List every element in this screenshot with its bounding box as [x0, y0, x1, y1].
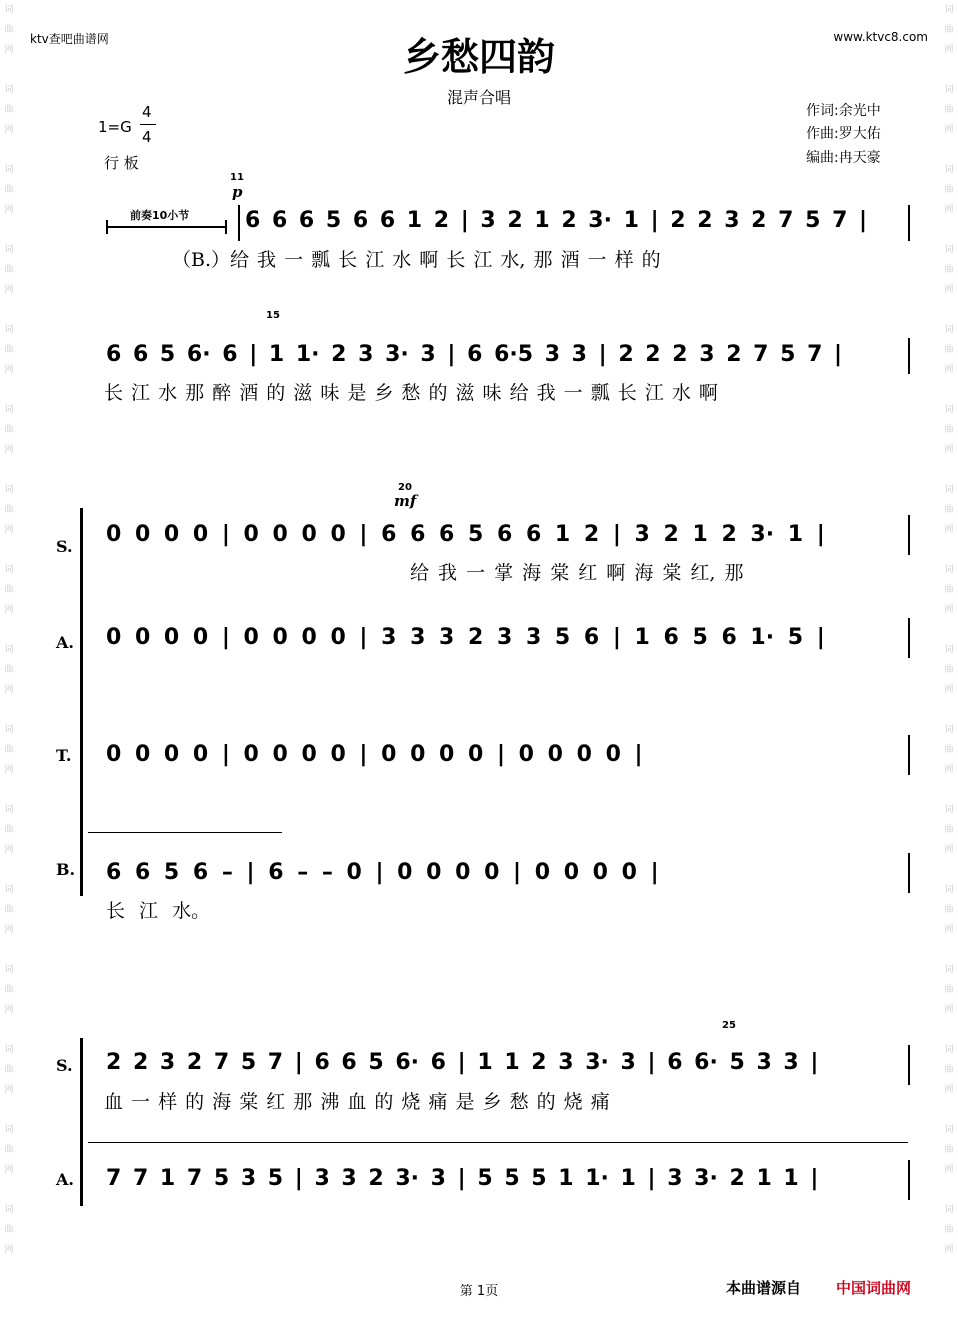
site-right: www.ktvc8.com [833, 30, 928, 44]
part-label-bass: B. [56, 860, 76, 879]
time-numerator: 4 [142, 103, 152, 121]
bar-number: 25 [722, 1020, 736, 1031]
lyricist: 作词:余光中 [806, 103, 881, 119]
soprano-notation: 0 0 0 0 | 0 0 0 0 | 6 6 6 5 6 6 1 2 | 3 2 1 2 3· 1 | [106, 522, 825, 547]
site-left: ktv查吧曲谱网 [30, 32, 109, 46]
part-label-alto: A. [56, 1170, 74, 1189]
arranger: 编曲:冉天豪 [806, 150, 881, 166]
notation-line: 6 6 6 5 6 6 1 2 | 3 2 1 2 3· 1 | 2 2 3 2 7 5 7 | [245, 208, 868, 233]
source-site-link[interactable]: 中国词曲网 [836, 1279, 912, 1297]
page-number: 第 1页 [459, 1284, 499, 1299]
bass-lyrics: 长 江 水。 [106, 900, 211, 922]
alto-notation: 0 0 0 0 | 0 0 0 0 | 3 3 3 2 3 3 5 6 | 1 6 5 6 1· 5 | [106, 625, 825, 650]
system-bracket [80, 508, 83, 896]
dynamic-mark: mf [394, 492, 417, 510]
source-label: 本曲谱源自 [726, 1279, 802, 1297]
subtitle: 混声合唱 [446, 88, 511, 107]
bar-number: 20 [398, 482, 412, 493]
page-title: 乡愁四韵 [402, 34, 555, 79]
bar-number: 15 [266, 310, 280, 321]
barline [908, 853, 910, 893]
tenor-notation: 0 0 0 0 | 0 0 0 0 | 0 0 0 0 | 0 0 0 0 | [106, 742, 643, 767]
time-divider [140, 124, 156, 125]
part-label-soprano: S. [56, 537, 73, 556]
composer: 作曲:罗大佑 [806, 126, 881, 142]
intro-label: 前奏10小节 [130, 209, 190, 222]
barline [106, 220, 108, 234]
soprano-lyrics: 给 我 一 掌 海 棠 红 啊 海 棠 红, 那 [410, 562, 744, 584]
intro-rest-line [106, 226, 226, 228]
part-divider [88, 1142, 908, 1143]
lyrics-line: 长 江 水 那 醉 酒 的 滋 味 是 乡 愁 的 滋 味 给 我 一 瓢 长 江 水 啊 [104, 382, 718, 404]
soprano-lyrics: 血 一 样 的 海 棠 红 那 沸 血 的 烧 痛 是 乡 愁 的 烧 痛 [104, 1091, 610, 1113]
barline [908, 618, 910, 658]
left-watermark: 词 曲 网 词 曲 网 词 曲 网 词 曲 网 词 曲 网 词 曲 网 词 曲 网 词 曲 网 词 曲 网 词 曲 网 词 曲 网 词 曲 网 词 曲 网 词 曲 网 词 曲 网 词 曲 网 [4, 5, 14, 1255]
bar-number: 11 [230, 172, 244, 183]
barline [908, 1045, 910, 1085]
dynamic-mark: p [232, 183, 243, 201]
lyrics-line: （B.）给 我 一 瓢 长 江 水 啊 长 江 水, 那 酒 一 样 的 [172, 249, 661, 271]
time-denominator: 4 [142, 128, 152, 146]
system-bracket [80, 1038, 83, 1206]
part-label-alto: A. [56, 633, 74, 652]
barline [908, 515, 910, 555]
barline [238, 205, 240, 241]
right-watermark: 词 曲 网 词 曲 网 词 曲 网 词 曲 网 词 曲 网 词 曲 网 词 曲 网 词 曲 网 词 曲 网 词 曲 网 词 曲 网 词 曲 网 词 曲 网 词 曲 网 词 曲 网 词 曲 网 [944, 5, 954, 1255]
part-divider [88, 832, 282, 833]
part-label-tenor: T. [56, 746, 72, 765]
soprano-notation: 2 2 3 2 7 5 7 | 6 6 5 6· 6 | 1 1 2 3 3· 3 | 6 6· 5 3 3 | [106, 1050, 819, 1075]
bass-notation: 6 6 5 6 – | 6 – – 0 | 0 0 0 0 | 0 0 0 0 | [106, 860, 659, 885]
key-signature: 1=G [98, 118, 132, 136]
part-label-soprano: S. [56, 1056, 73, 1075]
alto-notation: 7 7 1 7 5 3 5 | 3 3 2 3· 3 | 5 5 5 1 1· 1 | 3 3· 2 1 1 | [106, 1166, 819, 1191]
barline [908, 338, 910, 374]
barline [908, 1160, 910, 1200]
notation-line: 6 6 5 6· 6 | 1 1· 2 3 3· 3 | 6 6·5 3 3 | 2 2 2 3 2 7 5 7 | [106, 342, 843, 367]
barline [908, 205, 910, 241]
barline [908, 735, 910, 775]
tempo: 行 板 [104, 154, 139, 172]
barline [225, 220, 227, 234]
